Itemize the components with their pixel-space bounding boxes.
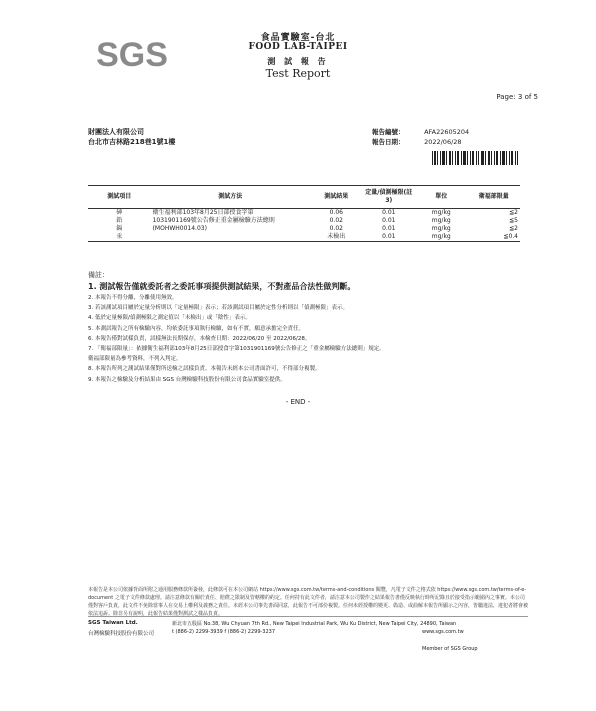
report-date-label: 報告日期： <box>372 138 405 146</box>
cell-mdl: 0.01 <box>382 225 396 232</box>
header-unit: 單位 <box>415 186 467 209</box>
note-item: 4. 低於定量極限/偵測極限之測定值以「未檢出」或「陰性」表示。 <box>88 315 251 322</box>
cell-item: 鎘 <box>116 225 123 232</box>
cell-unit: mg/kg <box>415 233 467 242</box>
notes-title: 備註： <box>88 271 109 279</box>
note-item: 6. 本報告僅對試樣負責，試樣無法長期保存，本檢查日期：2022/06/20 至 2022/06/28。 <box>88 335 311 342</box>
cell-method: 1031901169號公告修正重金屬檢驗方法總則 <box>152 217 275 224</box>
footer-website: www.sgs.com.tw <box>422 629 464 635</box>
header-test-item: 測試項目 <box>88 186 151 209</box>
header-mdl: 定量/偵測極限(註3) <box>363 186 415 209</box>
report-date-value: 2022/06/28 <box>424 138 462 146</box>
cell-limit: ≦2 <box>509 225 518 232</box>
barcode <box>432 151 518 165</box>
note-item: 2. 本報告不得分離，分離使用無效。 <box>88 295 178 301</box>
footer-member: Member of SGS Group <box>422 646 478 652</box>
end-marker: - END - <box>285 398 311 406</box>
footer-address: 新北市五股區 No.38, Wu Chyuan 7th Rd., New Taipei Industrial Park, Wu Ku District, New Taipei City, 24890, Taiwan <box>172 621 457 627</box>
cell-limit: ≦5 <box>509 217 518 224</box>
cell-result: 未檢出 <box>310 233 362 242</box>
results-table <box>88 185 520 242</box>
note-item: 衛福部限量為參考資料，不列入判定。 <box>88 356 182 363</box>
cell-limit: ≦2 <box>509 209 518 216</box>
footer-company: SGS Taiwan Ltd. <box>88 620 138 626</box>
header-result: 測試結果 <box>310 186 362 209</box>
note-item: 8. 本報告所列之測試結果僅對所送檢之試樣負責。本報告未經本公司書面許可，不得部分複製。 <box>88 366 321 373</box>
cell-result: 0.02 <box>329 225 343 232</box>
lab-name-cn: 食品實驗室-台北 <box>260 33 336 43</box>
table-row <box>88 217 520 225</box>
notes-list <box>88 280 528 385</box>
footer-disclaimer: 本報告是本公司依據背面所附之通用服務條款所簽發，此條款可在本公司網站 https://www.sgs.com.tw/terms-and-conditions 閱覽，凡電子文件之格式依 https://www.sgs.com.tw/terms-of-e-document 之電子文件條款處理。請注意條款有關於責任、賠償之限制及管轄權的約定。任何持有此文件者，請注意本公司製作之結果報告書僅反映執行時所記錄且於接受指示範圍內之事實。本公司僅對客戶負責，此文件不免除當事人在交易上權利及義務之責任。未經本公司事先書面同意，此報告不可部份複製。任何未經授權的變更、偽造、或曲解本報告所顯示之內容，皆屬違法，違犯者將會被依法追訴。除非另有說明，此報告結果僅對測試之樣品負責。 <box>88 587 529 617</box>
table-row <box>88 225 520 233</box>
cell-unit: mg/kg <box>431 217 451 224</box>
cell-mdl: 0.01 <box>382 209 396 216</box>
report-title-en: Test Report <box>265 67 331 80</box>
header-test-method: 測試方法 <box>151 186 310 209</box>
report-number-value: AFA22605204 <box>424 128 470 136</box>
cell-unit: mg/kg <box>431 209 451 216</box>
cell-result: 0.06 <box>329 209 343 216</box>
cell-item: 汞 <box>88 233 151 242</box>
cell-result: 0.02 <box>329 217 343 224</box>
lab-name-en: FOOD LAB-TAIPEI <box>248 42 348 52</box>
cell-limit: ≦0.4 <box>468 233 521 242</box>
client-name: 財團法人有限公司 <box>88 128 144 136</box>
table-row <box>88 209 520 218</box>
report-number-label: 報告編號： <box>372 128 405 136</box>
table-header-row <box>88 186 520 209</box>
logo-text: SGS <box>96 36 168 72</box>
cell-mdl: 0.01 <box>382 217 396 224</box>
note-item: 1. 測試報告僅就委託者之委託事項提供測試結果，不對產品合法性做判斷。 <box>88 282 356 291</box>
cell-method <box>151 233 310 242</box>
note-item: 5. 本測試報告之所有檢驗內容，均依委託事項執行檢驗，如有不實，願意承擔完全責任。 <box>88 325 304 332</box>
header-limit: 衛福部限量 <box>468 186 521 209</box>
page-number: Page: 3 of 5 <box>496 93 538 101</box>
footer-phone: t (886-2) 2299-3939 f (886-2) 2299-3237 <box>172 629 276 635</box>
cell-item: 鉛 <box>116 217 123 224</box>
table-row <box>88 233 520 242</box>
report-date <box>372 137 462 146</box>
cell-method: 衛生福利部103年8月25日部授食字第 <box>152 209 254 216</box>
report-title-cn: 測 試 報 告 <box>267 57 329 66</box>
note-item: 3. 若該測試項目屬於定量分析則以「定量極限」表示；若該測試項目屬於定性分析則以「偵測極限」表示。 <box>88 305 348 312</box>
cell-item: 砷 <box>116 209 123 216</box>
client-address: 台北市吉林路218巷1號1樓 <box>88 138 176 146</box>
footer-company-cn: 台灣檢驗科技股份有限公司 <box>88 631 155 637</box>
cell-unit: mg/kg <box>431 225 451 232</box>
cell-mdl: 0.01 <box>363 233 415 242</box>
cell-method: (MOHWH0014.03) <box>152 225 207 232</box>
note-item: 7. 「衛福部限量」：依據衛生福利部103年8月25日部授食字第1031901169號公告修正之「重金屬檢驗方法總則」規定。 <box>88 346 385 353</box>
footer-divider <box>88 616 528 617</box>
report-number <box>372 127 469 136</box>
note-item: 9. 本報告之檢驗及分析結果由 SGS 台灣檢驗科技股份有限公司食品實驗室提供。 <box>88 376 286 383</box>
